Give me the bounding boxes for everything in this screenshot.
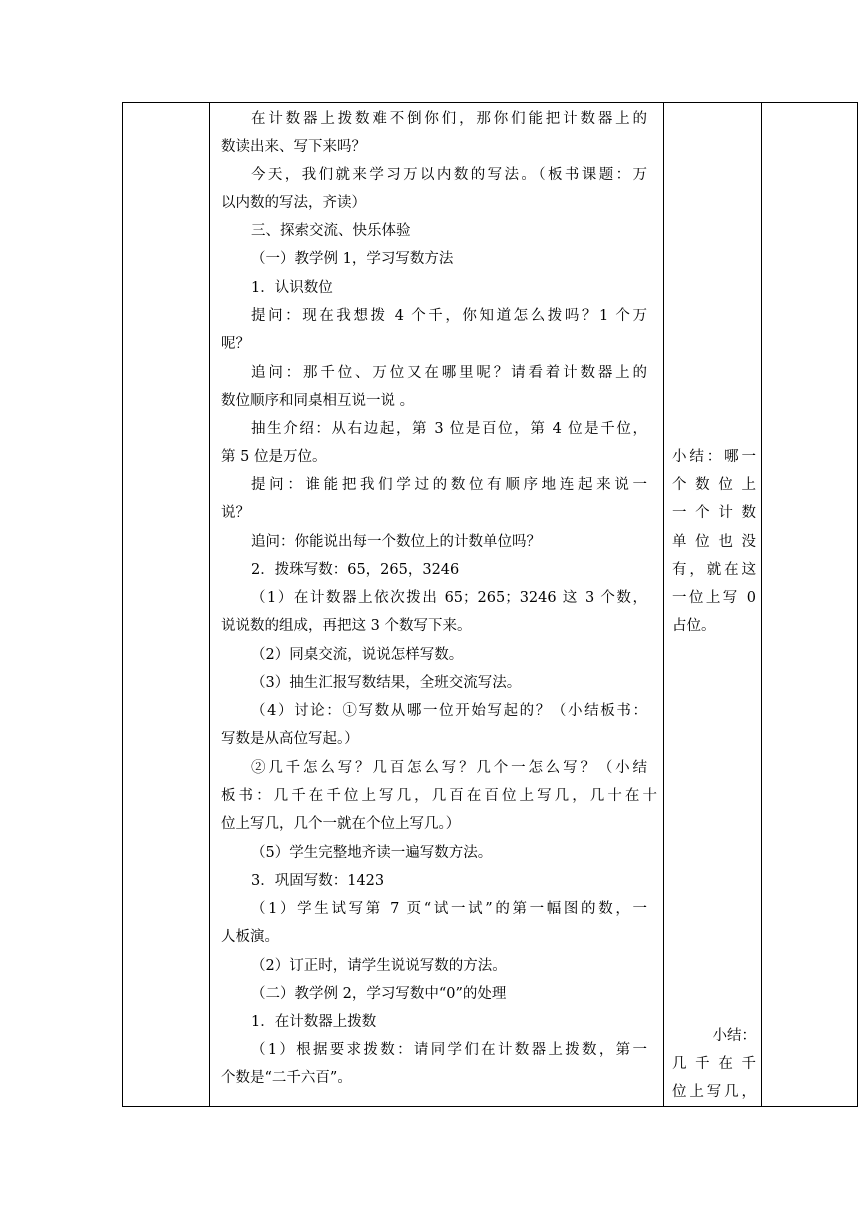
text-line: 1．认识数位 [251,280,333,296]
text-line: 板书：几千在千位上写几，几百在百位上写几，几十在十 [221,788,657,804]
text-line: （二）教学例 2，学习写数中“0”的处理 [251,986,507,1002]
text-line: （一）教学例 1，学习写数方法 [251,251,454,267]
text-line: 追问：你能说出每一个数位上的计数单位吗？ [251,534,541,550]
note-line: 一 个 计 数 [672,505,756,521]
text-line: ②几千怎么写？几百怎么写？几个一怎么写？（小结 [251,760,647,776]
text-line: 呢？ [221,336,250,352]
text-line: （2）同桌交流，说说怎样写数。 [251,647,464,663]
lesson-plan-table [122,102,858,1107]
text-line: 3．巩固写数：1423 [251,873,385,889]
note-line: 单 位 也 没 [672,534,756,550]
text-line: （1）在计数器上依次拨出 65；265；3246 这 3 个数， [251,590,647,606]
text-line: （2）订正时，请学生说说写数的方法。 [251,958,507,974]
text-line: （4）讨论：①写数从哪一位开始写起的？（小结板书： [251,703,647,719]
text-line: 第 5 位是万位。 [221,449,327,465]
text-line: 说说数的组成，再把这 3 个数写下来。 [221,618,472,634]
note-line: 一位上写 0 [672,590,756,606]
text-line: 人板演。 [221,929,279,945]
column-divider [761,103,762,1106]
text-line: 追问：那千位、万位又在哪里呢？请看着计数器上的 [251,365,647,381]
text-line: 1．在计数器上拨数 [251,1014,377,1030]
text-line: （1）学生试写第 7 页“试一试”的第一幅图的数，一 [251,901,647,917]
text-line: 写数是从高位写起。） [221,731,359,747]
text-line: 提问：谁能把我们学过的数位有顺序地连起来说一 [251,477,647,493]
note-line: 个 数 位 上 [672,477,756,493]
text-line: 数读出来、写下来吗？ [221,139,366,155]
text-line: 抽生介绍：从右边起，第 3 位是百位，第 4 位是千位， [251,421,647,437]
text-line: 位上写几，几个一就在个位上写几。） [221,816,461,832]
text-line: 个数是“二千六百”。 [221,1070,352,1086]
note-line: 位上写几， [672,1084,756,1100]
text-line: 数位顺序和同桌相互说一说 。 [221,393,415,409]
text-line: （5）学生完整地齐读一遍写数方法。 [251,845,493,861]
note-line: 几 千 在 千 [672,1056,756,1072]
text-line: 2．拨珠写数：65，265，3246 [251,562,460,578]
text-line: （1）根据要求拨数：请同学们在计数器上拨数，第一 [251,1042,647,1058]
text-line: 在计数器上拨数难不倒你们，那你们能把计数器上的 [251,111,647,127]
note-line: 占位。 [672,618,716,634]
column-divider [209,103,210,1106]
text-line: 今天，我们就来学习万以内数的写法。（板书课题：万 [251,167,647,183]
note-line: 小结： [712,1028,756,1044]
note-line: 有，就在这 [672,562,756,578]
note-line: 小结：哪一 [672,449,756,465]
column-divider [663,103,664,1106]
text-line: 以内数的写法，齐读） [221,195,366,211]
text-line: 说？ [221,505,250,521]
text-line: （3）抽生汇报写数结果，全班交流写法。 [251,675,522,691]
text-line: 提问：现在我想拨 4 个千，你知道怎么拨吗？1 个万 [251,308,647,324]
text-line: 三、探索交流、快乐体验 [251,223,411,239]
